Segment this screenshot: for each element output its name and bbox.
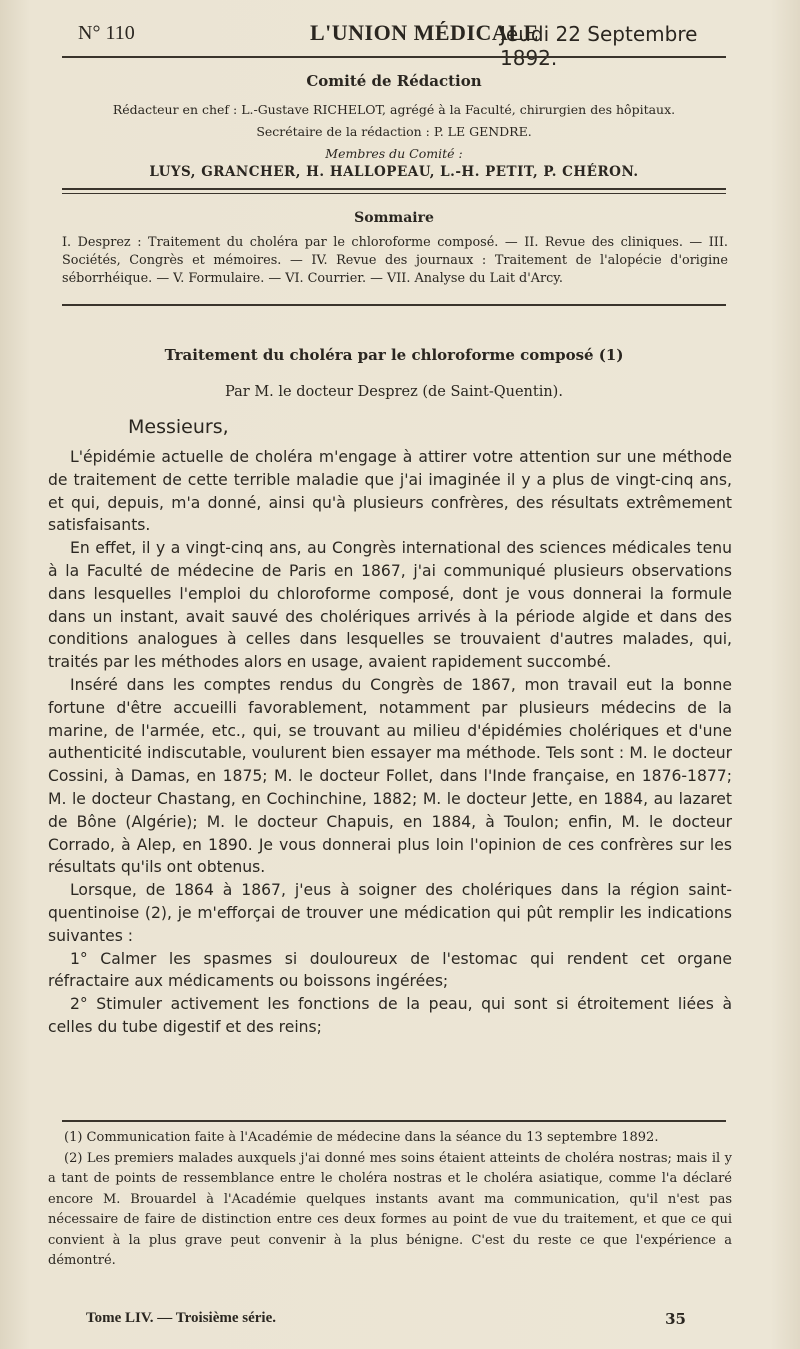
comite-rule-bottom bbox=[62, 193, 726, 194]
article-salutation: Messieurs, bbox=[128, 416, 229, 438]
comite-title: Comité de Rédaction bbox=[306, 72, 482, 90]
membres-label: Membres du Comité : bbox=[325, 146, 463, 161]
journal-title: L'UNION MÉDICALE bbox=[310, 20, 539, 45]
page-header bbox=[70, 20, 730, 70]
paragraph: 2° Stimuler activement les fonctions de la peau, qui sont si étroitement liées à celles du tube digestif et des reins; bbox=[48, 995, 732, 1036]
membres-list: LUYS, GRANCHER, H. HALLOPEAU, L.-H. PETIT, P. CHÉRON. bbox=[149, 164, 639, 180]
page-footer bbox=[86, 1310, 686, 1334]
footnotes bbox=[48, 1128, 732, 1272]
footnote: (2) Les premiers malades auxquels j'ai donné mes soins étaient atteints de choléra nostras; mais il y a tant de points de ressemblance entre le choléra nostras et le choléra asiatique, comme l'a déclaré encore M. Brouardel à l'Académie quelques instants avant ma communication, qu'il n'est pas nécessaire de faire de distinction entre ces deux formes au point de vue du traitement, et que ce qui convient à la plus grave peut convenir à la plus bénigne. C'est du reste ce que l'expérience a démontré. bbox=[48, 1150, 732, 1268]
article-byline: Par M. le docteur Desprez (de Saint-Quentin). bbox=[225, 384, 563, 400]
footnote: (1) Communication faite à l'Académie de médecine dans la séance du 13 septembre 1892. bbox=[64, 1130, 659, 1145]
page-number: 35 bbox=[665, 1310, 686, 1328]
paragraph: Lorsque, de 1864 à 1867, j'eus à soigner des cholériques dans la région saint-quentinoise (2), je m'efforçai de trouver une médication qui pût remplir les indications suivantes : bbox=[48, 881, 732, 945]
paragraph: En effet, il y a vingt-cinq ans, au Congrès international des sciences médicales tenu à la Faculté de médecine de Paris en 1867, j'ai communiqué plusieurs observations dans lesquelles l'emploi du chloroforme composé, dont je vous donnerai la formule dans un instant, avait sauvé des cholériques arrivés à la période algide et dans des conditions analogues à celles dans lesquelles se trouvaient d'autres malades, qui, traités par les méthodes alors en usage, avaient rapidement succombé. bbox=[48, 539, 732, 672]
issue-number: N° 110 bbox=[78, 22, 135, 44]
sommaire-title: Sommaire bbox=[354, 210, 434, 226]
volume-label: Tome LIV. — Troisième série. bbox=[86, 1310, 276, 1326]
article-title: Traitement du choléra par le chloroforme composé (1) bbox=[164, 346, 624, 364]
sommaire-rule bbox=[62, 304, 726, 306]
sommaire-text: I. Desprez : Traitement du choléra par le chloroforme composé. — II. Revue des cliniques. — III. Sociétés, Congrès et mémoires. — IV. Revue des journaux : Traitement de l'alopécie d'origine séborrhéique. — V. Formulaire. — VI. Courrier. — VII. Analyse du Lait d'Arcy. bbox=[62, 235, 728, 286]
redacteur-line: Rédacteur en chef : L.-Gustave RICHELOT, agrégé à la Faculté, chirurgien des hôpitaux. bbox=[112, 102, 676, 117]
paragraph: Inséré dans les comptes rendus du Congrès de 1867, mon travail eut la bonne fortune d'être accueilli favorablement, notamment par plusieurs médecins de la marine, de l'armée, etc., qui, se trouvant au milieu d'épidémies cholériques et d'une authenticité indiscutable, voulurent bien essayer ma méthode. Tels sont : M. le docteur Cossini, à Damas, en 1875; M. le docteur Follet, dans l'Inde française, en 1876-1877; M. le docteur Chastang, en Cochinchine, 1882; M. le docteur Jette, en 1884, au lazaret de Bône (Algérie); M. le docteur Chapuis, en 1884, à Toulon; enfin, M. le docteur Corrado, à Alep, en 1890. Je vous donnerai plus loin l'opinion de ces confrères sur les résultats qu'ils ont obtenus. bbox=[48, 675, 732, 877]
paragraph: 1° Calmer les spasmes si douloureux de l'estomac qui rendent cet organe réfractaire aux médicaments ou boissons ingérées; bbox=[48, 949, 732, 991]
header-rule bbox=[62, 56, 726, 58]
issue-date: Jeudi 22 Septembre 1892. bbox=[500, 22, 698, 70]
footnote-rule bbox=[62, 1120, 726, 1122]
comite-rule-top bbox=[62, 188, 726, 190]
secretaire-line: Secrétaire de la rédaction : P. LE GENDRE. bbox=[256, 124, 532, 139]
paragraph: L'épidémie actuelle de choléra m'engage à attirer votre attention sur une méthode de traitement de cette terrible maladie que j'ai imaginée il y a plus de vingt-cinq ans, et qui, depuis, m'a donné, ainsi qu'à plusieurs confrères, des résultats extrêmement satisfaisants. bbox=[48, 448, 732, 535]
article-body bbox=[48, 446, 732, 1039]
